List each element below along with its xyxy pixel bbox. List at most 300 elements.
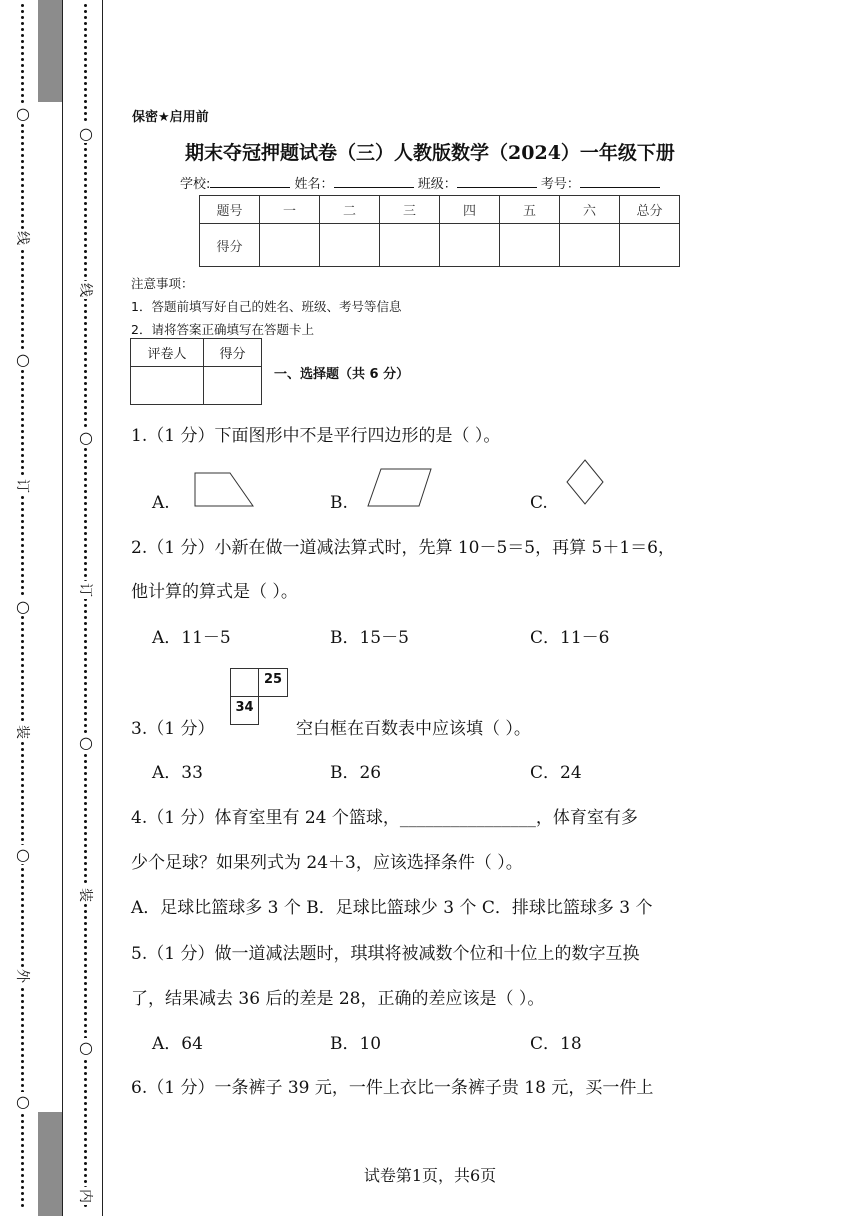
dot bbox=[84, 424, 87, 427]
dot bbox=[84, 1096, 87, 1099]
dot bbox=[84, 694, 87, 697]
dot bbox=[84, 688, 87, 691]
binding-strip bbox=[38, 0, 63, 1216]
dot bbox=[84, 658, 87, 661]
dot bbox=[84, 682, 87, 685]
dot bbox=[21, 574, 24, 577]
dot bbox=[21, 652, 24, 655]
dot bbox=[21, 340, 24, 343]
dot bbox=[21, 532, 24, 535]
notes-item: 1．答题前填写好自己的姓名、班级、考号等信息 bbox=[131, 299, 402, 314]
dot bbox=[84, 16, 87, 19]
dot bbox=[21, 58, 24, 61]
dot bbox=[84, 772, 87, 775]
score-header-cell: 总分 bbox=[620, 196, 680, 224]
dot bbox=[21, 1078, 24, 1081]
dot bbox=[84, 256, 87, 259]
dot bbox=[21, 202, 24, 205]
q3-option-a[interactable]: A．33 bbox=[152, 763, 203, 783]
dot bbox=[21, 334, 24, 337]
dot bbox=[21, 376, 24, 379]
dot bbox=[21, 100, 24, 103]
dot bbox=[21, 790, 24, 793]
q2-option-c[interactable]: C．11－6 bbox=[530, 628, 610, 648]
binding-circle: ○ bbox=[77, 124, 95, 143]
dot bbox=[84, 52, 87, 55]
rhombus-figure bbox=[563, 457, 607, 507]
dot bbox=[84, 220, 87, 223]
dot bbox=[84, 1030, 87, 1033]
score-row-label: 得分 bbox=[200, 224, 260, 267]
dot bbox=[21, 772, 24, 775]
score-cell[interactable] bbox=[380, 224, 440, 267]
dot bbox=[84, 604, 87, 607]
score-header-cell: 五 bbox=[500, 196, 560, 224]
score-cell[interactable] bbox=[560, 224, 620, 267]
dot bbox=[21, 1126, 24, 1129]
dot bbox=[21, 10, 24, 13]
dot bbox=[21, 916, 24, 919]
question-6-line1: 6.（1 分）一条裤子 39 元，一件上衣比一条裤子贵 18 元，买一件上 bbox=[131, 1078, 654, 1098]
dot bbox=[21, 646, 24, 649]
dot bbox=[84, 832, 87, 835]
dot bbox=[84, 328, 87, 331]
dot bbox=[21, 820, 24, 823]
inner-label-inside: 内 bbox=[76, 1187, 96, 1205]
binding-circle: ○ bbox=[77, 428, 95, 447]
parallelogram-figure bbox=[363, 466, 435, 510]
dot bbox=[84, 670, 87, 673]
dot bbox=[84, 790, 87, 793]
dot bbox=[21, 1156, 24, 1159]
dot bbox=[84, 532, 87, 535]
dot bbox=[84, 1144, 87, 1147]
dot bbox=[84, 172, 87, 175]
dot bbox=[84, 202, 87, 205]
dot bbox=[84, 514, 87, 517]
dot bbox=[21, 502, 24, 505]
question-4-line1: 4.（1 分）体育室里有 24 个篮球，________________，体育室有多 bbox=[131, 808, 638, 828]
dot bbox=[21, 874, 24, 877]
dot bbox=[21, 292, 24, 295]
question-2-line2: 他计算的算式是（ ）。 bbox=[131, 582, 298, 602]
name-blank[interactable] bbox=[334, 175, 414, 188]
dot bbox=[84, 922, 87, 925]
dot bbox=[21, 706, 24, 709]
dot bbox=[84, 40, 87, 43]
dot bbox=[21, 316, 24, 319]
dot bbox=[21, 454, 24, 457]
dot bbox=[84, 880, 87, 883]
dot bbox=[84, 178, 87, 181]
dot bbox=[21, 808, 24, 811]
question-5-line2: 了，结果减去 36 后的差是 28，正确的差应该是（ ）。 bbox=[131, 989, 545, 1009]
dot bbox=[84, 34, 87, 37]
dot bbox=[21, 496, 24, 499]
dot bbox=[84, 718, 87, 721]
q1-option-b[interactable]: B. bbox=[330, 493, 348, 513]
dot bbox=[21, 928, 24, 931]
dot bbox=[84, 556, 87, 559]
score-header-cell: 三 bbox=[380, 196, 440, 224]
hundred-chart-cell-empty bbox=[230, 668, 259, 697]
dot bbox=[84, 466, 87, 469]
q5-option-a[interactable]: A．64 bbox=[152, 1034, 203, 1054]
q2-option-a[interactable]: A．11－5 bbox=[152, 628, 231, 648]
notes bbox=[131, 272, 401, 341]
dot bbox=[21, 634, 24, 637]
dot bbox=[84, 862, 87, 865]
dot bbox=[84, 910, 87, 913]
dot bbox=[21, 1150, 24, 1153]
score-cell[interactable] bbox=[320, 224, 380, 267]
dot bbox=[84, 472, 87, 475]
dot bbox=[21, 952, 24, 955]
dot bbox=[21, 400, 24, 403]
score-cell[interactable] bbox=[620, 224, 680, 267]
student-info-line bbox=[180, 173, 660, 192]
dot bbox=[84, 1072, 87, 1075]
dot bbox=[84, 22, 87, 25]
dot bbox=[21, 70, 24, 73]
grader-header: 评卷人 bbox=[131, 339, 204, 367]
dot bbox=[21, 1144, 24, 1147]
dot bbox=[21, 592, 24, 595]
dot bbox=[21, 142, 24, 145]
dot bbox=[21, 154, 24, 157]
dot bbox=[21, 208, 24, 211]
question-5-line1: 5.（1 分）做一道减法题时，琪琪将被减数个位和十位上的数字互换 bbox=[131, 944, 640, 964]
dot bbox=[21, 280, 24, 283]
dot bbox=[21, 526, 24, 529]
page-footer: 试卷第1页，共6页 bbox=[363, 1166, 497, 1185]
notes-heading: 注意事项： bbox=[131, 276, 194, 291]
dot bbox=[21, 22, 24, 25]
dot bbox=[21, 586, 24, 589]
dot bbox=[84, 4, 87, 7]
dot bbox=[84, 118, 87, 121]
dot bbox=[84, 382, 87, 385]
dot bbox=[84, 754, 87, 757]
q3-option-b[interactable]: B．26 bbox=[330, 763, 382, 783]
q1-option-a[interactable]: A. bbox=[152, 493, 170, 513]
q5-option-b[interactable]: B．10 bbox=[330, 1034, 382, 1054]
dot bbox=[21, 1024, 24, 1027]
notes-item: 2．请将答案正确填写在答题卡上 bbox=[131, 322, 314, 337]
dot bbox=[21, 694, 24, 697]
dot bbox=[21, 1018, 24, 1021]
grader-cell[interactable] bbox=[204, 367, 262, 405]
dot bbox=[21, 868, 24, 871]
dot bbox=[21, 448, 24, 451]
dot bbox=[84, 952, 87, 955]
q5-option-c[interactable]: C．18 bbox=[530, 1034, 582, 1054]
dot bbox=[21, 298, 24, 301]
dot bbox=[84, 250, 87, 253]
dot bbox=[84, 976, 87, 979]
exam-number-blank[interactable] bbox=[580, 175, 660, 188]
dot bbox=[21, 328, 24, 331]
dot bbox=[84, 1108, 87, 1111]
grader-table bbox=[130, 338, 262, 405]
dot bbox=[84, 58, 87, 61]
dot bbox=[84, 988, 87, 991]
dot bbox=[21, 268, 24, 271]
dot bbox=[84, 958, 87, 961]
dot bbox=[21, 250, 24, 253]
dot bbox=[84, 538, 87, 541]
dot bbox=[21, 1060, 24, 1063]
dot bbox=[84, 994, 87, 997]
dot bbox=[21, 670, 24, 673]
dot bbox=[84, 970, 87, 973]
dot bbox=[21, 28, 24, 31]
dot bbox=[21, 34, 24, 37]
dot bbox=[21, 52, 24, 55]
dot bbox=[21, 508, 24, 511]
dot bbox=[21, 778, 24, 781]
dot bbox=[84, 88, 87, 91]
dot bbox=[21, 1138, 24, 1141]
dot bbox=[21, 196, 24, 199]
q3-option-c[interactable]: C．24 bbox=[530, 763, 582, 783]
dot bbox=[21, 418, 24, 421]
dot bbox=[21, 880, 24, 883]
dot bbox=[21, 4, 24, 7]
dot bbox=[21, 760, 24, 763]
dot bbox=[84, 304, 87, 307]
dot bbox=[84, 496, 87, 499]
dot bbox=[84, 724, 87, 727]
dot bbox=[21, 994, 24, 997]
dot bbox=[84, 190, 87, 193]
dot bbox=[21, 76, 24, 79]
score-header-cell: 一 bbox=[260, 196, 320, 224]
dot bbox=[21, 910, 24, 913]
dot bbox=[21, 886, 24, 889]
dot bbox=[21, 616, 24, 619]
dot bbox=[84, 628, 87, 631]
dot bbox=[21, 184, 24, 187]
binding-circle: ○ bbox=[77, 733, 95, 752]
dot bbox=[21, 322, 24, 325]
dot bbox=[84, 46, 87, 49]
dot bbox=[84, 778, 87, 781]
dot bbox=[84, 1150, 87, 1153]
dot bbox=[84, 616, 87, 619]
dot bbox=[84, 1090, 87, 1093]
score-cell[interactable] bbox=[440, 224, 500, 267]
dot bbox=[21, 688, 24, 691]
dot bbox=[21, 1072, 24, 1075]
dot bbox=[84, 610, 87, 613]
dot bbox=[84, 904, 87, 907]
dot bbox=[21, 1012, 24, 1015]
dot bbox=[21, 1192, 24, 1195]
dot bbox=[21, 82, 24, 85]
dot bbox=[21, 460, 24, 463]
dot bbox=[84, 526, 87, 529]
dot bbox=[21, 568, 24, 571]
question-2-line1: 2.（1 分）小新在做一道减法算式时，先算 10－5＝5，再算 5＋1＝6， bbox=[131, 538, 675, 558]
dot bbox=[21, 274, 24, 277]
dot bbox=[84, 544, 87, 547]
dot bbox=[21, 1120, 24, 1123]
dot bbox=[21, 754, 24, 757]
dot bbox=[21, 1030, 24, 1033]
section-title: 一、选择题（共 6 分） bbox=[274, 367, 410, 382]
q2-option-b[interactable]: B．15－5 bbox=[330, 628, 409, 648]
binding-circle: ○ bbox=[14, 597, 32, 616]
dot bbox=[84, 394, 87, 397]
dot bbox=[21, 16, 24, 19]
dot bbox=[84, 1126, 87, 1129]
dot bbox=[21, 934, 24, 937]
dot bbox=[84, 400, 87, 403]
dot bbox=[84, 796, 87, 799]
dot bbox=[21, 1006, 24, 1009]
dot bbox=[21, 658, 24, 661]
inner-label-stitch: 装 bbox=[76, 886, 96, 904]
dot bbox=[84, 310, 87, 313]
dot bbox=[21, 388, 24, 391]
dot bbox=[21, 1048, 24, 1051]
dot bbox=[84, 490, 87, 493]
dot bbox=[21, 412, 24, 415]
dot bbox=[21, 1132, 24, 1135]
dot bbox=[21, 94, 24, 97]
dot bbox=[84, 454, 87, 457]
dot bbox=[21, 892, 24, 895]
dot bbox=[84, 1084, 87, 1087]
dot bbox=[21, 814, 24, 817]
dot bbox=[84, 448, 87, 451]
dot bbox=[21, 166, 24, 169]
dot bbox=[21, 838, 24, 841]
dot bbox=[84, 1102, 87, 1105]
dot bbox=[21, 640, 24, 643]
inner-label-line: 线 bbox=[76, 281, 96, 299]
inner-label-bind: 订 bbox=[76, 581, 96, 599]
dot bbox=[84, 940, 87, 943]
dot bbox=[84, 622, 87, 625]
dot bbox=[21, 130, 24, 133]
grader-cell[interactable] bbox=[131, 367, 204, 405]
dot bbox=[21, 172, 24, 175]
dot bbox=[84, 460, 87, 463]
dot bbox=[84, 412, 87, 415]
score-table bbox=[199, 195, 680, 267]
dot bbox=[21, 958, 24, 961]
dot bbox=[84, 1156, 87, 1159]
dot bbox=[21, 160, 24, 163]
dot bbox=[21, 1186, 24, 1189]
dot bbox=[21, 664, 24, 667]
binding-circle: ○ bbox=[14, 1092, 32, 1111]
q1-option-c[interactable]: C. bbox=[530, 493, 548, 513]
hundred-chart-cell-25: 25 bbox=[258, 668, 288, 697]
dot bbox=[21, 628, 24, 631]
dot bbox=[21, 946, 24, 949]
dot bbox=[84, 112, 87, 115]
dot bbox=[84, 1060, 87, 1063]
dot bbox=[21, 742, 24, 745]
dot bbox=[84, 376, 87, 379]
dot bbox=[84, 346, 87, 349]
dot bbox=[84, 148, 87, 151]
dot bbox=[84, 28, 87, 31]
dot bbox=[84, 946, 87, 949]
dot bbox=[21, 544, 24, 547]
dot bbox=[84, 1138, 87, 1141]
score-header-cell: 二 bbox=[320, 196, 380, 224]
score-cell[interactable] bbox=[260, 224, 320, 267]
dot bbox=[84, 76, 87, 79]
question-3-prefix: 3.（1 分） bbox=[131, 719, 215, 739]
dot bbox=[84, 1024, 87, 1027]
dot bbox=[84, 634, 87, 637]
hundred-chart-cell-34: 34 bbox=[230, 696, 259, 725]
dot bbox=[21, 124, 24, 127]
dot bbox=[21, 550, 24, 553]
dot bbox=[21, 904, 24, 907]
dot bbox=[84, 268, 87, 271]
binding-circle: ○ bbox=[14, 845, 32, 864]
dot bbox=[84, 184, 87, 187]
score-cell[interactable] bbox=[500, 224, 560, 267]
dot bbox=[84, 712, 87, 715]
dot bbox=[84, 766, 87, 769]
dot bbox=[21, 382, 24, 385]
dot bbox=[84, 934, 87, 937]
dot bbox=[21, 442, 24, 445]
q4-options[interactable]: A．足球比篮球多 3 个 B．足球比篮球少 3 个 C．排球比篮球多 3 个 bbox=[131, 898, 653, 918]
dot bbox=[21, 940, 24, 943]
dot bbox=[84, 316, 87, 319]
dot bbox=[84, 388, 87, 391]
dot bbox=[84, 1120, 87, 1123]
dot bbox=[84, 334, 87, 337]
dot bbox=[84, 562, 87, 565]
dot bbox=[84, 574, 87, 577]
dot bbox=[21, 346, 24, 349]
dot bbox=[84, 814, 87, 817]
dot bbox=[84, 760, 87, 763]
dot bbox=[21, 562, 24, 565]
dot bbox=[84, 370, 87, 373]
outer-label-outside: 外 bbox=[13, 967, 33, 985]
dot bbox=[84, 1066, 87, 1069]
dot bbox=[21, 682, 24, 685]
dot bbox=[84, 196, 87, 199]
school-blank[interactable] bbox=[210, 175, 290, 188]
dot bbox=[84, 802, 87, 805]
trapezoid-figure bbox=[190, 470, 258, 510]
dot bbox=[84, 238, 87, 241]
dot bbox=[84, 664, 87, 667]
inner-dotted-line bbox=[80, 0, 92, 1216]
dot bbox=[21, 1084, 24, 1087]
dot bbox=[21, 304, 24, 307]
dot bbox=[84, 706, 87, 709]
dot bbox=[84, 214, 87, 217]
dot bbox=[84, 1000, 87, 1003]
dot bbox=[21, 214, 24, 217]
dot bbox=[84, 916, 87, 919]
class-blank[interactable] bbox=[457, 175, 537, 188]
dot bbox=[21, 64, 24, 67]
dot bbox=[84, 676, 87, 679]
